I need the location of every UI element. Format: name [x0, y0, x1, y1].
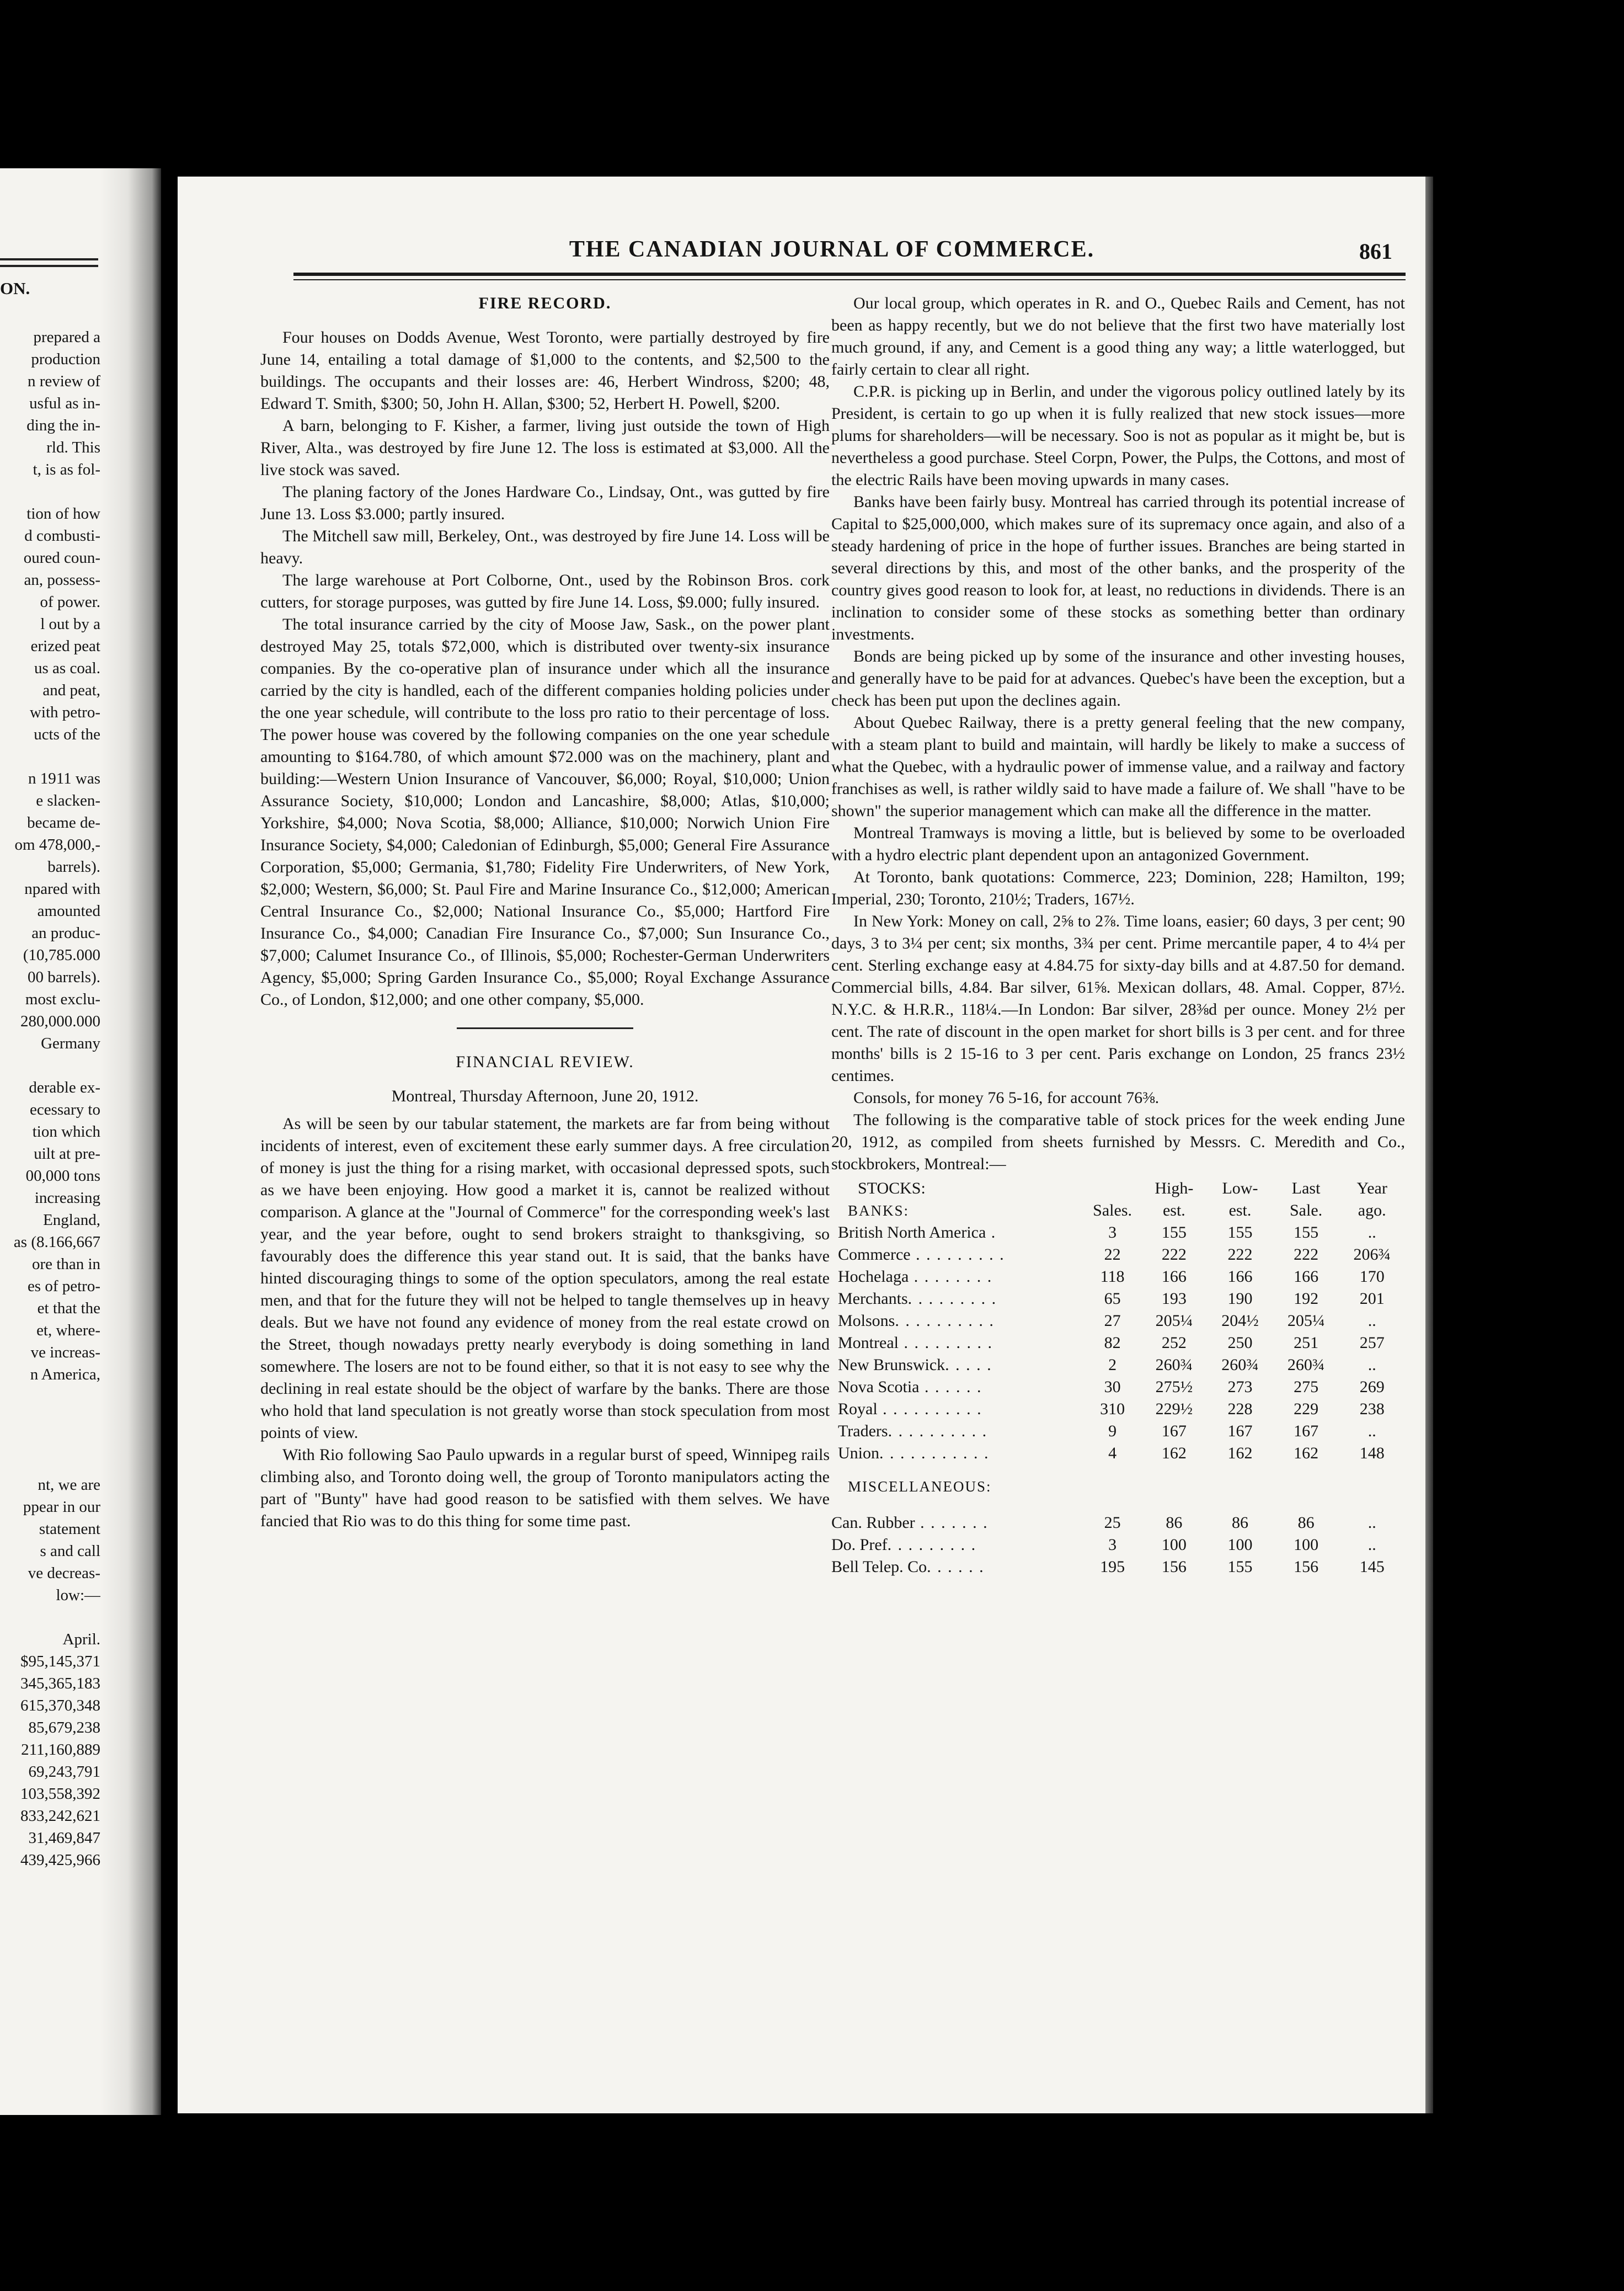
- left-page-line: an, possess-: [24, 571, 100, 589]
- miscellaneous-label: MISCELLANEOUS:: [848, 1478, 992, 1495]
- cell-last: 86: [1297, 1514, 1315, 1532]
- commentary-paragraph: Banks have been fairly busy. Montreal has carried through its potential increase of Capital to $25,000,000, which makes sure of its supremacy once again, and also of a steady hardening of price in the hope of further issues. Branches are being started in several directions by this, and most of the other banks, and the prosperity of the country gives good reason to look for, at least, no reductions in dividends. There is an inclination to consider some of these stocks as something better than ordinary investments.: [831, 493, 1405, 643]
- cell-high: 260¾: [1155, 1356, 1193, 1374]
- stock-name: Hochelaga: [838, 1267, 909, 1286]
- left-page-line: s and call: [40, 1542, 100, 1560]
- cell-last: 166: [1294, 1267, 1319, 1286]
- header-last-2: Sale.: [1290, 1201, 1323, 1219]
- leader-dots: . . . . .: [945, 1356, 992, 1374]
- cell-low: 166: [1227, 1267, 1253, 1286]
- table-row: [831, 1310, 1405, 1332]
- header-high-2: est.: [1162, 1201, 1185, 1219]
- financial-review-dateline: Montreal, Thursday Afternoon, June 20, 1912.: [391, 1087, 699, 1105]
- header-rule-thick: [293, 273, 1406, 276]
- cell-year: ..: [1367, 1536, 1376, 1554]
- left-page-line: [0, 1606, 100, 1628]
- stock-name: Can. Rubber: [831, 1514, 915, 1532]
- commentary-paragraph: Consols, for money 76 5-16, for account 76⅜.: [853, 1089, 1160, 1107]
- left-page-line: 31,469,847: [28, 1829, 100, 1847]
- left-page-line: tion which: [32, 1123, 100, 1141]
- cell-low: 86: [1231, 1514, 1248, 1532]
- left-page-line: om 478,000,-: [14, 836, 100, 854]
- cell-sales: 30: [1104, 1378, 1121, 1396]
- cell-year: 201: [1359, 1290, 1385, 1308]
- stock-name: Molsons: [838, 1312, 895, 1330]
- cell-low: 204½: [1221, 1312, 1259, 1330]
- left-page-rule: [0, 258, 98, 260]
- left-page-line: [0, 1386, 100, 1408]
- fire-record-paragraph: The planing factory of the Jones Hardware Co., Lindsay, Ont., was gutted by fire June 13. Loss $3.000; partly insured.: [260, 483, 830, 523]
- fire-record-paragraph: A barn, belonging to F. Kisher, a farmer, living just outside the town of High River, Alta., was destroyed by fire June 12. The loss is estimated at $3,000. All the live stock was saved.: [260, 417, 830, 479]
- cell-sales: 2: [1108, 1356, 1117, 1374]
- left-page-line: 00 barrels).: [27, 968, 100, 986]
- cell-year: 170: [1359, 1267, 1385, 1286]
- financial-review-paragraph: As will be seen by our tabular statement, the markets are far from being without incidents of interest, even of excitement these early summer days. A free circulation of money is just the thing for a rising market, with occasional depressed spots, such as we have been enjoying. How good a market it is, cannot be realized without comparison. A glance at the "Journal of Commerce" for the corresponding week's last year, and the year before, ought to send brokers straight to thanksgiving, so favourably does the difference this year stand out. It is said, that the banks have hinted discouraging things to some of the option speculators, among the real estate men, and that for the future they will not be helped to tangle themselves up in heavy deals. But we have not found any evidence of money from the real estate crowd on the Street, though nowadays pretty nearly everybody is doing something in land somewhere. The losers are not to be found either, so that it is not easy to see why the declining in real estate should be the object of warfare by the banks. There are those who hold that land speculation is not greatly worse than stock speculation from most points of view.: [260, 1115, 830, 1442]
- cell-year: ..: [1367, 1223, 1376, 1242]
- stock-name-cell: [831, 1556, 1084, 1578]
- fire-record-paragraph: Four houses on Dodds Avenue, West Toronto, were partially destroyed by fire June 14, entailing a total damage of $1,000 to the contents, and $2,500 to the buildings. The occupants and their losses are: 46, Herbert Windross, $200; 48, Edward T. Smith, $300; 50, John H. Allan, $300; 52, Herbert H. Powell, $200.: [260, 328, 830, 413]
- cell-last: 275: [1294, 1378, 1319, 1396]
- cell-low: 250: [1227, 1334, 1253, 1352]
- left-page-fragment: [0, 168, 161, 2115]
- cell-last: 260¾: [1287, 1356, 1325, 1374]
- cell-high: 86: [1166, 1514, 1183, 1532]
- stock-name: Commerce: [838, 1245, 911, 1264]
- cell-high: 275½: [1155, 1378, 1193, 1396]
- left-page-line: n review of: [27, 372, 100, 390]
- cell-high: 205¼: [1155, 1312, 1193, 1330]
- left-page-line: 211,160,889: [21, 1741, 100, 1759]
- left-page-line: 615,370,348: [20, 1697, 100, 1714]
- left-page-line: [0, 1408, 100, 1430]
- header-low: Low-: [1222, 1179, 1258, 1197]
- stock-name: Royal: [838, 1400, 878, 1418]
- left-page-line: n America,: [30, 1366, 100, 1383]
- header-year-2: ago.: [1358, 1201, 1386, 1219]
- cell-last: 205¼: [1287, 1312, 1325, 1330]
- header-last: Last: [1291, 1179, 1321, 1197]
- financial-review-paragraph: With Rio following Sao Paulo upwards in a regular burst of speed, Winnipeg rails climbing also, and Toronto doing well, the group of Toronto manipulators acting the part of "Bunty" have had good reason to be satisfied with them selves. We have fancied that Rio was to do this thing for some time past.: [260, 1446, 830, 1530]
- left-page-line: et, where-: [36, 1322, 100, 1339]
- cell-year: ..: [1367, 1356, 1376, 1374]
- left-page-line: 00,000 tons: [25, 1167, 100, 1185]
- cell-high: 162: [1161, 1444, 1187, 1462]
- left-page-line: derable ex-: [29, 1079, 100, 1096]
- stock-name-cell: [831, 1376, 1084, 1398]
- leader-dots: . . . . . . . . . . .: [879, 1444, 990, 1462]
- left-page-line: low:—: [56, 1586, 100, 1604]
- cell-year: 257: [1359, 1334, 1385, 1352]
- left-page-line: statement: [39, 1520, 100, 1538]
- journal-title: THE CANADIAN JOURNAL OF COMMERCE.: [569, 237, 1095, 262]
- cell-last: 229: [1294, 1400, 1319, 1418]
- cell-last: 192: [1294, 1290, 1319, 1308]
- stock-name: New Brunswick: [838, 1356, 945, 1374]
- cell-year: ..: [1367, 1514, 1376, 1532]
- stock-name: Nova Scotia: [838, 1378, 920, 1396]
- cell-low: 167: [1227, 1422, 1253, 1440]
- header-high: High-: [1155, 1179, 1194, 1197]
- left-page-line: barrels).: [47, 858, 100, 876]
- cell-last: 162: [1294, 1444, 1319, 1462]
- cell-sales: 4: [1108, 1444, 1117, 1462]
- fire-record-body: [260, 327, 830, 1011]
- left-page-line: ore than in: [31, 1255, 100, 1273]
- leader-dots: . . . . . . . .: [909, 1267, 993, 1286]
- table-row: [831, 1222, 1405, 1244]
- column-right: [831, 292, 1405, 1578]
- cell-sales: 82: [1104, 1334, 1121, 1352]
- left-page-line: 69,243,791: [28, 1763, 100, 1781]
- stock-name: Merchants: [838, 1290, 908, 1308]
- left-page-line: npared with: [24, 880, 100, 898]
- stock-name-cell: [831, 1288, 1084, 1310]
- cell-last: 167: [1294, 1422, 1319, 1440]
- leader-dots: . . . . . . . . .: [898, 1334, 993, 1352]
- cell-last: 251: [1294, 1334, 1319, 1352]
- table-row: [831, 1556, 1405, 1578]
- column-middle: [260, 292, 830, 1532]
- cell-year: ..: [1367, 1422, 1376, 1440]
- stock-name-cell: [831, 1310, 1084, 1332]
- banks-label: BANKS:: [848, 1202, 910, 1219]
- book-gutter: [100, 168, 161, 2115]
- left-page-line: April.: [62, 1631, 100, 1648]
- cell-high: 166: [1161, 1267, 1187, 1286]
- left-page-line: [0, 1054, 100, 1077]
- table-row: [831, 1512, 1405, 1534]
- cell-sales: 3: [1108, 1536, 1117, 1554]
- leader-dots: . . . . . .: [919, 1378, 982, 1396]
- left-page-line: with petro-: [29, 704, 100, 721]
- left-page-heading: ON.: [0, 279, 30, 298]
- cell-high: 100: [1161, 1536, 1187, 1554]
- leader-dots: . . . . . . . . .: [910, 1245, 1005, 1264]
- commentary-paragraph: About Quebec Railway, there is a pretty general feeling that the new company, with a steam plant to build and maintain, will hardly be likely to make a success of what the Quebec, with a hydraulic power of immense value, and a railway and factory franchises as well, is rather wildly said to have made a failure of. We shall "have to be shown" the superior management which can make all the difference in the matter.: [831, 713, 1405, 820]
- stock-name: Traders: [838, 1422, 888, 1440]
- left-page-line: Germany: [41, 1035, 100, 1052]
- financial-review-title: FINANCIAL REVIEW.: [456, 1053, 634, 1071]
- left-page-line: ppear in our: [23, 1498, 100, 1516]
- stock-name-cell: [831, 1512, 1084, 1534]
- cell-year: 269: [1359, 1378, 1385, 1396]
- commentary-paragraph: Montreal Tramways is moving a little, but is believed by some to be overloaded with a hydro electric plant dependent upon an antagonized Government.: [831, 824, 1405, 864]
- left-page-line: erized peat: [30, 637, 100, 655]
- left-page-line: rld. This: [46, 439, 100, 456]
- commentary-paragraph: The following is the comparative table of stock prices for the week ending June 20, 1912, as compiled from sheets furnished by Messrs. C. Meredith and Co., stockbrokers, Montreal:—: [831, 1111, 1405, 1173]
- fire-record-paragraph: The large warehouse at Port Colborne, Ont., used by the Robinson Bros. cork cutters, for storage purposes, was gutted by fire June 14. Loss, $9.000; fully insured.: [260, 571, 830, 611]
- page-number: 861: [1359, 239, 1392, 264]
- leader-dots: . . . . . . .: [915, 1514, 989, 1532]
- cell-last: 100: [1294, 1536, 1319, 1554]
- cell-low: 155: [1227, 1223, 1253, 1242]
- left-page-line: ve increas-: [30, 1344, 100, 1361]
- table-row: [831, 1534, 1405, 1556]
- left-page-line: n 1911 was: [28, 770, 100, 787]
- commentary-paragraph: Bonds are being picked up by some of the insurance and other investing houses, and generally have to be paid for at advances. Quebec's have been the exception, but a check has been put upon the declines again.: [831, 647, 1405, 710]
- left-page-line: t, is as fol-: [33, 461, 100, 478]
- left-page-line: ucts of the: [34, 726, 100, 743]
- cell-high: 229½: [1155, 1400, 1193, 1418]
- left-page-line: oured coun-: [23, 549, 100, 567]
- cell-low: 190: [1227, 1290, 1253, 1308]
- cell-year: 238: [1359, 1400, 1385, 1418]
- commentary-paragraph: C.P.R. is picking up in Berlin, and under the vigorous policy outlined lately by its President, is certain to go up when it is fully realized that new stock issues—more plums for shareholders—will be necessary. Soo is not as popular as it might be, but is nevertheless a good purchase. Steel Corpn, Power, the Pulps, the Cottons, and most of the electric Rails have been moving upwards in many cases.: [831, 382, 1405, 489]
- cell-low: 155: [1227, 1558, 1253, 1576]
- cell-low: 222: [1227, 1245, 1253, 1264]
- left-page-line: 280,000.000: [20, 1013, 100, 1030]
- leader-dots: . . . . . . . . . .: [877, 1400, 982, 1418]
- left-page-line: prepared a: [33, 328, 100, 346]
- fire-record-title: FIRE RECORD.: [478, 294, 612, 312]
- left-page-line: tion of how: [26, 505, 100, 523]
- left-page-line: 439,425,966: [20, 1851, 100, 1869]
- left-page-line: [0, 1452, 100, 1474]
- cell-high: 156: [1161, 1558, 1187, 1576]
- cell-low: 273: [1227, 1378, 1253, 1396]
- left-page-line: $95,145,371: [20, 1653, 100, 1670]
- left-page-text: [0, 326, 100, 1871]
- fire-record-paragraph: The Mitchell saw mill, Berkeley, Ont., was destroyed by fire June 14. Loss will be heavy.: [260, 527, 830, 567]
- table-row: [831, 1332, 1405, 1354]
- cell-low: 260¾: [1221, 1356, 1259, 1374]
- left-page-line: (10,785.000: [23, 946, 100, 964]
- left-page-line: 85,679,238: [28, 1719, 100, 1736]
- stock-prices-table: [831, 1178, 1405, 1578]
- cell-sales: 195: [1100, 1558, 1125, 1576]
- leader-dots: . . . . . . . . . .: [895, 1312, 995, 1330]
- cell-sales: 22: [1104, 1245, 1121, 1264]
- stock-name-cell: [831, 1398, 1084, 1420]
- left-page-line: amounted: [37, 902, 100, 920]
- cell-last: 155: [1294, 1223, 1319, 1242]
- cell-year: 145: [1359, 1558, 1385, 1576]
- leader-dots: . . . . . . . . .: [887, 1536, 977, 1554]
- left-page-line: 345,365,183: [20, 1675, 100, 1692]
- leader-dots: . . . . . . . . .: [907, 1290, 997, 1308]
- header-rule-thin: [293, 279, 1406, 280]
- cell-high: 193: [1161, 1290, 1187, 1308]
- header-year: Year: [1356, 1179, 1387, 1197]
- stock-name: Bell Telep. Co: [831, 1558, 927, 1576]
- leader-dots: . . . . . . . . . .: [888, 1422, 988, 1440]
- left-page-line: [0, 481, 100, 503]
- table-row: [831, 1266, 1405, 1288]
- stock-name-cell: [831, 1420, 1084, 1442]
- table-row: [831, 1420, 1405, 1442]
- leader-dots: .: [986, 1223, 997, 1242]
- cell-sales: 118: [1100, 1267, 1125, 1286]
- stock-name-cell: [831, 1222, 1084, 1244]
- table-header-row: [831, 1200, 1405, 1222]
- market-commentary: [831, 292, 1405, 1175]
- left-page-line: as (8.166,667: [13, 1233, 100, 1251]
- section-separator: [457, 1027, 633, 1029]
- table-row: [831, 1354, 1405, 1376]
- fire-record-paragraph: The total insurance carried by the city of Moose Jaw, Sask., on the power plant destroyed May 25, totals $72,000, which is distributed over twenty-six insurance companies. By the co-operative plan of insurance under which all the insurance carried by the city is handled, each of the different companies holding policies under the one year schedule, will contribute to the loss pro ratio to their percentage of loss. The power house was covered by the following companies on the one year schedule amounting to $164.780, of which amount $72.000 was on the machinery, plant and building:—Western Union Insurance of Vancouver, $6,000; Royal, $10,000; Union Assurance Society, $10,000; London and Lancashire, $8,000; Atlas, $10,000; Yorkshire, $4,000; Nova Scotia, $8,000; Alliance, $10,000; Norwich Union Fire Insurance Society, $4,000; Caledonian of Edinburgh, $5,000; General Fire Assurance Corporation, $5,000; Germania, $1,780; Fidelity Fire Underwriters, of New York, $2,000; Western, $6,000; St. Paul Fire and Marine Insurance Co., $12,000; American Central Insurance Co., $2,000; National Insurance Co., $5,000; Hartford Fire Insurance Co., $4,000; Canadian Fire Insurance Co., $7,000; Sun Insurance Co., $7,000; Calumet Insurance Co., of Illinois, $5,000; Rochester-German Underwriters Agency, $5,000; Spring Garden Insurance Co., $5,000; Royal Exchange Assurance Co., of London, $12,000; and one other company, $5,000.: [260, 615, 830, 1009]
- left-page-line: 103,558,392: [20, 1785, 100, 1803]
- left-page-line: et that the: [37, 1299, 100, 1317]
- left-page-line: es of petro-: [27, 1277, 100, 1295]
- stock-name: British North America: [838, 1223, 986, 1242]
- cell-high: 222: [1161, 1245, 1187, 1264]
- left-page-line: e slacken-: [36, 792, 100, 809]
- header-low-2: est.: [1228, 1201, 1252, 1219]
- commentary-paragraph: Our local group, which operates in R. and O., Quebec Rails and Cement, has not been as happy recently, but we do not believe that the first two have materially lost much ground, if any, and Cement is a good thing any way; a little waterlogged, but fairly certain to clear all right.: [831, 294, 1405, 379]
- left-page-line: l out by a: [40, 615, 100, 633]
- page-header: [260, 236, 1403, 269]
- left-page-line: and peat,: [42, 681, 100, 699]
- cell-high: 155: [1161, 1223, 1187, 1242]
- table-row: [831, 1398, 1405, 1420]
- stock-name-cell: [831, 1354, 1084, 1376]
- cell-year: 148: [1359, 1444, 1385, 1462]
- stock-name-cell: [831, 1534, 1084, 1556]
- stock-name-cell: [831, 1442, 1084, 1464]
- left-page-line: 833,242,621: [20, 1807, 100, 1825]
- table-row: [831, 1244, 1405, 1266]
- table-row: [831, 1376, 1405, 1398]
- left-page-line: d combusti-: [24, 527, 100, 545]
- left-page-line: increasing: [34, 1189, 100, 1207]
- stock-name-cell: [831, 1244, 1084, 1266]
- stock-name-cell: [831, 1332, 1084, 1354]
- cell-high: 167: [1161, 1422, 1187, 1440]
- stock-name: Montreal: [838, 1334, 899, 1352]
- stock-name: Do. Pref: [831, 1536, 888, 1554]
- cell-sales: 27: [1104, 1312, 1121, 1330]
- left-page-line: [0, 1430, 100, 1452]
- left-page-line: usful as in-: [29, 395, 100, 412]
- leader-dots: . . . . . .: [927, 1558, 985, 1576]
- stocks-label: STOCKS:: [858, 1179, 926, 1197]
- left-page-line: became de-: [27, 814, 100, 832]
- stock-name: Union: [838, 1444, 879, 1462]
- page-861: [178, 177, 1425, 2113]
- left-page-line: ding the in-: [26, 417, 100, 434]
- cell-sales: 310: [1100, 1400, 1125, 1418]
- cell-low: 162: [1227, 1444, 1253, 1462]
- left-page-line: us as coal.: [34, 659, 100, 677]
- cell-sales: 3: [1108, 1223, 1117, 1242]
- left-page-line: of power.: [40, 593, 100, 611]
- cell-sales: 65: [1104, 1290, 1121, 1308]
- left-page-line: [0, 745, 100, 768]
- financial-review-body: [260, 1113, 830, 1532]
- left-page-line: most exclu-: [25, 990, 100, 1008]
- miscellaneous-rows: [831, 1512, 1405, 1578]
- cell-high: 252: [1161, 1334, 1187, 1352]
- header-sales: Sales.: [1093, 1201, 1132, 1219]
- left-page-line: England,: [43, 1211, 100, 1229]
- cell-last: 222: [1294, 1245, 1319, 1264]
- left-page-line: an produc-: [31, 924, 100, 942]
- cell-low: 100: [1227, 1536, 1253, 1554]
- cell-sales: 25: [1104, 1514, 1121, 1532]
- left-page-line: nt, we are: [38, 1476, 100, 1494]
- cell-last: 156: [1294, 1558, 1319, 1576]
- table-row: [831, 1442, 1405, 1464]
- table-header-row: [831, 1178, 1405, 1200]
- cell-low: 228: [1227, 1400, 1253, 1418]
- table-row: [831, 1288, 1405, 1310]
- commentary-paragraph: In New York: Money on call, 2⅝ to 2⅞. Time loans, easier; 60 days, 3 per cent; 90 days, 3 to 3¼ per cent; six months, 3¾ per cent. Prime mercantile paper, 4 to 4¼ per cent. Sterling exchange easy at 4.84.75 for sixty-day bills and at 4.87.50 for demand. Commercial bills, 4.84. Bar silver, 61⅝. Mexican dollars, 48. Amal. Copper, 87½. N.Y.C. & H.R.R., 118¼.—In London: Bar silver, 28⅜d per ounce. Money 2½ per cent. The rate of discount in the open market for short bills is 3 per cent. and for three months' bills is 2 15-16 to 3 per cent. Paris exchange on London, 25 francs 23½ centimes.: [831, 912, 1405, 1085]
- cell-sales: 9: [1108, 1422, 1117, 1440]
- left-page-rule: [0, 265, 98, 267]
- left-page-line: uilt at pre-: [34, 1145, 100, 1163]
- stock-name-cell: [831, 1266, 1084, 1288]
- left-page-line: production: [31, 350, 100, 368]
- left-page-line: ve decreas-: [28, 1564, 100, 1582]
- commentary-paragraph: At Toronto, bank quotations: Commerce, 223; Dominion, 228; Hamilton, 199; Imperial, 230; Toronto, 210½; Traders, 167½.: [831, 868, 1405, 908]
- cell-year: 206¾: [1353, 1245, 1391, 1264]
- cell-year: ..: [1367, 1312, 1376, 1330]
- left-page-line: ecessary to: [29, 1101, 100, 1118]
- banks-rows: [831, 1222, 1405, 1464]
